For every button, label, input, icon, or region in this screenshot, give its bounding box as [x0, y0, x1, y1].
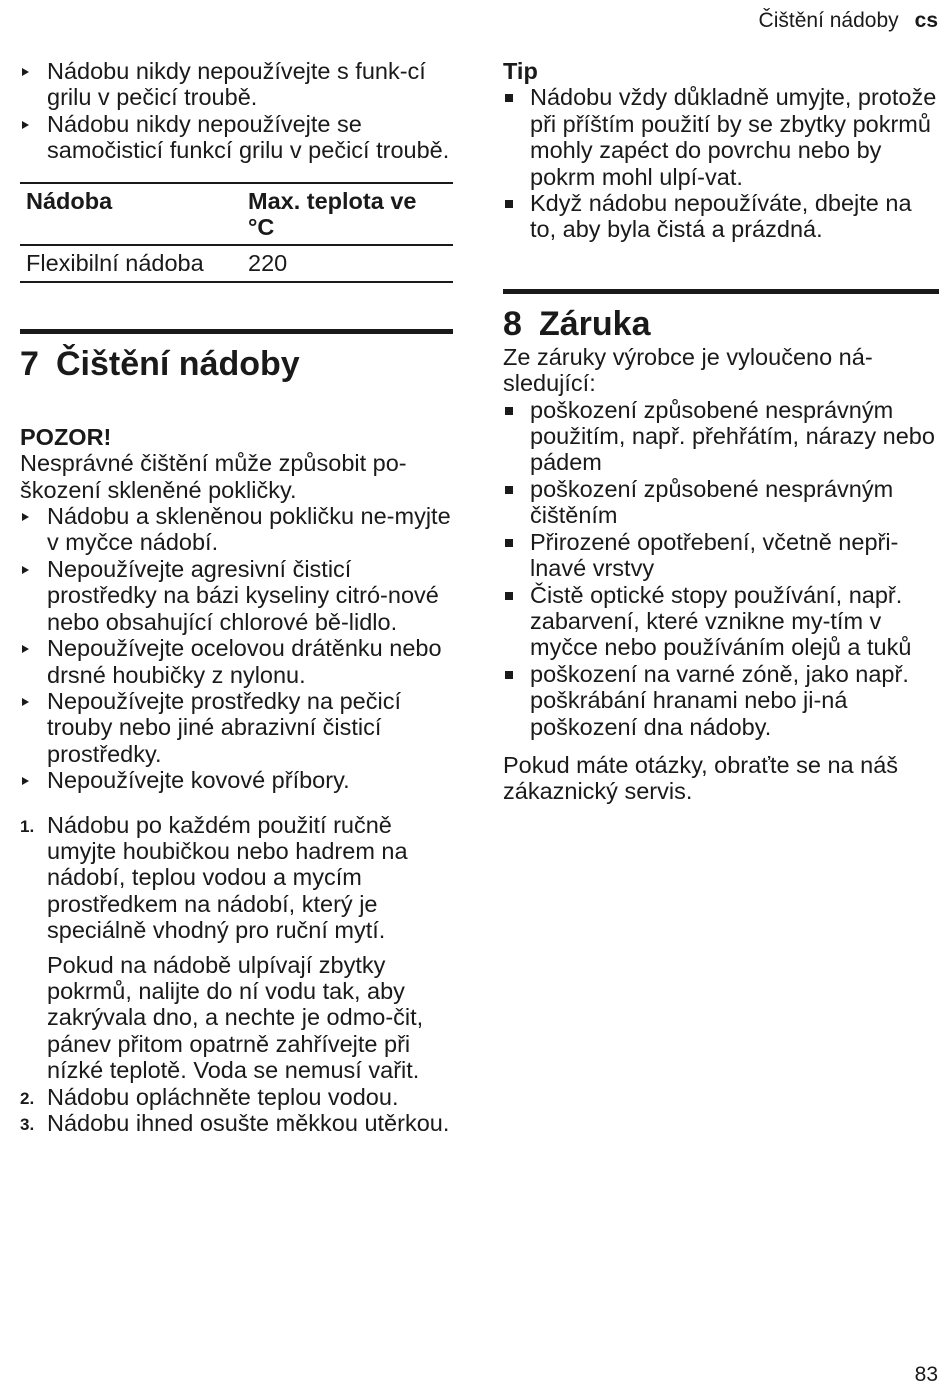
section-title-text: Čištění nádoby [56, 344, 300, 383]
list-item: Nádobu nikdy nepoužívejte se samočisticí funkcí grilu v pečicí troubě. [20, 111, 452, 164]
section-8-title [503, 289, 939, 344]
running-header [759, 9, 938, 33]
warning-bullet-list [20, 503, 452, 793]
page-number: 83 [914, 1363, 938, 1386]
section-title-text: Záruka [539, 304, 651, 343]
table-cell: Flexibilní nádoba [20, 245, 242, 281]
step-text: Nádobu opláchněte teplou vodou. [47, 1083, 399, 1110]
list-item: poškození způsobené nesprávným čištěním [503, 476, 939, 529]
step-number: 3. [20, 1115, 35, 1134]
step-number: 1. [20, 816, 35, 836]
warranty-intro: Ze záruky výrobce je vyloučeno ná-sledující: [503, 343, 873, 397]
step-text: Nádobu po každém použití ručně umyjte houbičkou nebo hadrem na nádobí, teplou vodou a mycím prostředkem na nádobí, který je speciálně vhodný pro ruční mytí. [47, 811, 408, 944]
left-column [20, 58, 452, 1136]
section-number: 7 [20, 344, 39, 383]
step-item [20, 1110, 452, 1136]
intro-bullet-list [20, 58, 452, 164]
list-item: Nepoužívejte prostředky na pečicí trouby nebo jiné abrazivní čisticí prostředky. [20, 688, 452, 767]
list-item: Nepoužívejte ocelovou drátěnku nebo drsné houbičky z nylonu. [20, 635, 452, 688]
cleaning-steps [20, 812, 452, 1137]
table-cell: 220 [242, 245, 453, 281]
warning-label: POZOR! [20, 423, 112, 450]
tip-label: Tip [503, 58, 538, 84]
header-language: cs [914, 9, 938, 32]
warranty-exclusions-list [503, 397, 939, 740]
table-row [20, 245, 453, 281]
list-item: Přirozené opotřebení, včetně nepři-lnavé vrstvy [503, 529, 939, 582]
tip-bullet-list [503, 84, 939, 242]
list-item: Nepoužívejte kovové příbory. [20, 767, 452, 793]
step-text: Nádobu ihned osušte měkkou utěrkou. [47, 1110, 450, 1136]
list-item: Když nádobu nepoužíváte, dbejte na to, aby byla čistá a prázdná. [503, 190, 939, 243]
list-item: Nádobu a skleněnou pokličku ne-myjte v myčce nádobí. [20, 503, 452, 556]
table-header-cell: Nádoba [20, 183, 242, 246]
list-item: Nepoužívejte agresivní čisticí prostředky na bázi kyseliny citró-nové nebo obsahující chlorové bě-lidlo. [20, 556, 452, 635]
list-item: poškození způsobené nesprávným použitím, např. přehřátím, nárazy nebo pádem [503, 397, 939, 476]
temperature-table [20, 182, 453, 283]
step-number: 2. [20, 1088, 35, 1108]
header-chapter: Čištění nádoby [758, 9, 899, 32]
warning-text: Nesprávné čištění může způsobit po-škození skleněné pokličky. [20, 450, 407, 503]
right-column [503, 58, 939, 805]
section-7-title [20, 329, 453, 384]
step-subtext: Pokud na nádobě ulpívají zbytky pokrmů, nalijte do ní vodu tak, aby zakrývala dno, a nechte je odmo-čit, pánev přitom opatrně zahřívejte při nízké teplotě. Voda se nemusí vařit. [47, 951, 424, 1084]
warning-block [20, 424, 452, 794]
step-item [20, 812, 452, 1084]
list-item: Čistě optické stopy používání, např. zabarvení, které vznikne my-tím v myčce nebo používáním olejů a tuků [503, 582, 939, 661]
warranty-outro: Pokud máte otázky, obraťte se na náš zákaznický servis. [503, 751, 899, 805]
section-number: 8 [503, 304, 522, 343]
step-item [20, 1084, 452, 1110]
list-item: Nádobu vždy důkladně umyjte, protože při příštím použití by se zbytky pokrmů mohly zapéct do povrchu nebo by pokrm mohl ulpí-vat. [503, 84, 939, 190]
list-item: Nádobu nikdy nepoužívejte s funk-cí grilu v pečicí troubě. [20, 58, 452, 111]
table-header-cell: Max. teplota ve °C [242, 183, 453, 246]
table-header-row [20, 183, 453, 246]
list-item: poškození na varné zóně, jako např. poškrábání hranami nebo ji-ná poškození dna nádoby. [503, 661, 939, 740]
